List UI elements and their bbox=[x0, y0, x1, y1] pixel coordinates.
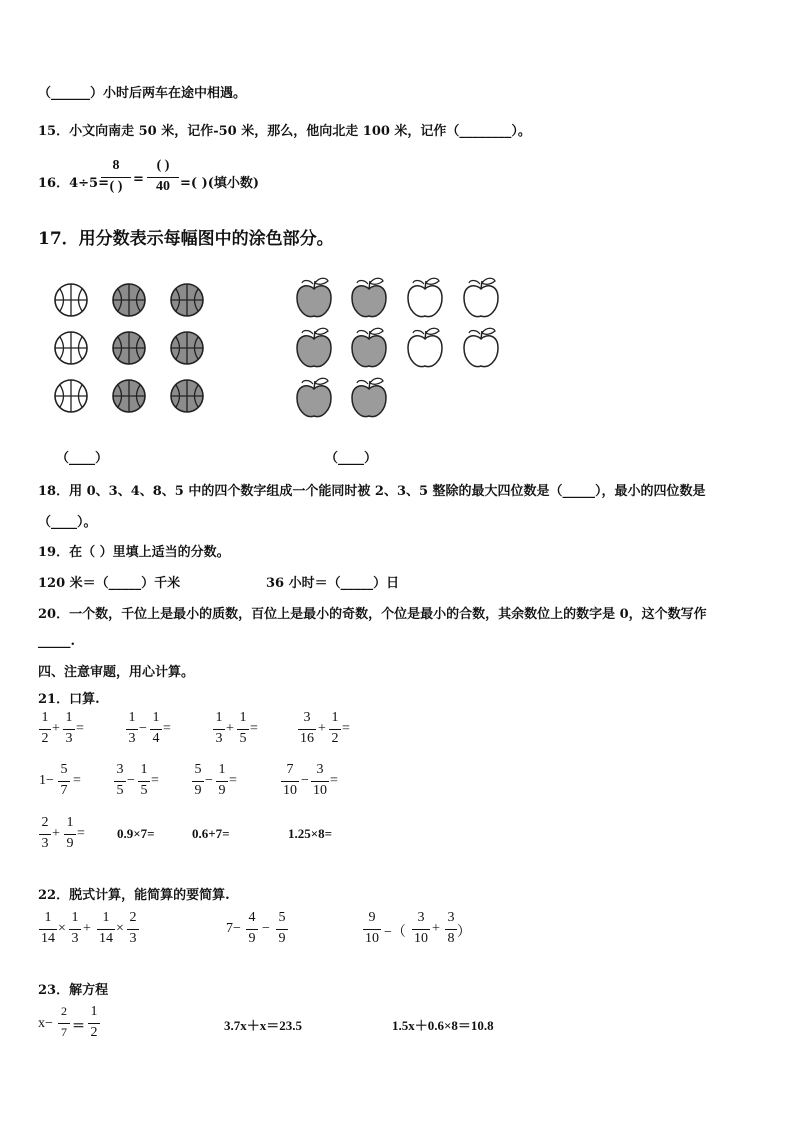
q23-title: 23．解方程 bbox=[38, 983, 109, 998]
equals: = bbox=[229, 773, 237, 788]
expression-lead: x− bbox=[38, 1016, 53, 1031]
operator: × bbox=[58, 921, 66, 936]
apple-icon bbox=[297, 278, 331, 316]
q16-prefix: 16．4÷5= bbox=[38, 176, 109, 191]
apple-icon bbox=[352, 278, 386, 316]
q19-part-b: 36 小时＝（_____）日 bbox=[266, 576, 400, 591]
operator: − bbox=[139, 721, 147, 736]
oral-calc-item: 0.9×7= bbox=[117, 826, 155, 841]
equals: = bbox=[250, 721, 258, 736]
operator: − bbox=[262, 921, 270, 936]
apple-icon bbox=[297, 378, 331, 416]
fraction-denominator: ( ) bbox=[109, 179, 123, 194]
expression-lead: 7− bbox=[226, 921, 241, 936]
q20-text: 20．一个数，千位上是最小的质数，百位上是最小的奇数，个位是最小的合数，其余数位上的数字是 0，这个数写作 bbox=[38, 607, 707, 622]
basketball-icon bbox=[55, 284, 87, 316]
fraction-numerator: 8 bbox=[112, 158, 120, 173]
basketball-icon bbox=[171, 332, 203, 364]
basketball-icon bbox=[113, 284, 145, 316]
basketball-icon bbox=[113, 332, 145, 364]
q18-text-cont: （____）。 bbox=[38, 515, 97, 530]
oral-calc-item: 0.6+7= bbox=[192, 826, 230, 841]
apple-icon bbox=[352, 378, 386, 416]
basketball-grid bbox=[55, 284, 203, 412]
q15-text: 15．小文向南走 50 米，记作-50 米，那么，他向北走 100 米，记作（________）。 bbox=[38, 124, 531, 139]
operator: + bbox=[318, 721, 326, 736]
q18-text: 18．用 0、3、4、8、5 中的四个数字组成一个能同时被 2、3、5 整除的最大四位数是（_____），最小的四位数是 bbox=[38, 484, 706, 499]
apple-group bbox=[297, 278, 498, 416]
q19-part-a: 120 米＝（_____）千米 bbox=[38, 576, 181, 591]
operator: + bbox=[83, 921, 91, 936]
equals: = bbox=[330, 773, 338, 788]
q16-equals: = bbox=[133, 172, 144, 187]
equation: 1.5x＋0.6×8＝10.8 bbox=[392, 1018, 494, 1033]
operator: + bbox=[52, 826, 60, 841]
apple-icon bbox=[464, 278, 498, 316]
q17-answer-blank-1[interactable]: （____） bbox=[56, 451, 109, 466]
fraction-denominator: 40 bbox=[156, 179, 170, 194]
basketball-icon bbox=[55, 332, 87, 364]
apple-icon bbox=[464, 328, 498, 366]
q14-tail-text: （______）小时后两车在途中相遇。 bbox=[38, 86, 247, 101]
equals: = bbox=[342, 721, 350, 736]
equals: = bbox=[151, 773, 159, 788]
apple-icon bbox=[352, 328, 386, 366]
equals: = bbox=[73, 773, 81, 788]
operator: + bbox=[432, 921, 440, 936]
operator: + bbox=[52, 721, 60, 736]
apple-icon bbox=[408, 278, 442, 316]
equals: = bbox=[76, 721, 84, 736]
basketball-icon bbox=[171, 380, 203, 412]
equals: = bbox=[77, 826, 85, 841]
operator: − bbox=[301, 773, 309, 788]
q16-suffix: =( )(填小数) bbox=[180, 176, 260, 191]
apple-icon bbox=[408, 328, 442, 366]
section-4-heading: 四、注意审题，用心计算。 bbox=[38, 665, 195, 680]
equals: ＝ bbox=[72, 1018, 86, 1033]
fraction-numerator: ( ) bbox=[156, 158, 170, 173]
basketball-icon bbox=[171, 284, 203, 316]
operator: − bbox=[127, 773, 135, 788]
q17-answer-blank-2[interactable]: （____） bbox=[325, 451, 378, 466]
basketball-icon bbox=[113, 380, 145, 412]
apple-icon bbox=[297, 328, 331, 366]
q19-text: 19．在（ ）里填上适当的分数。 bbox=[38, 545, 230, 560]
equation: 3.7x＋x＝23.5 bbox=[224, 1018, 303, 1033]
operator: −（ bbox=[384, 925, 406, 940]
q21-title: 21．口算. bbox=[38, 692, 100, 707]
oral-calc-item: 1.25×8= bbox=[288, 826, 333, 841]
expression-lead: 1− bbox=[39, 773, 54, 788]
equals: = bbox=[163, 721, 171, 736]
operator: × bbox=[116, 921, 124, 936]
q22-title: 22．脱式计算，能简算的要简算. bbox=[38, 888, 230, 903]
q17-title: 17．用分数表示每幅图中的涂色部分。 bbox=[38, 229, 334, 249]
operator: + bbox=[226, 721, 234, 736]
operator: − bbox=[205, 773, 213, 788]
close-paren: ） bbox=[457, 925, 471, 940]
basketball-icon bbox=[55, 380, 87, 412]
q20-text-cont: _____. bbox=[38, 634, 76, 649]
